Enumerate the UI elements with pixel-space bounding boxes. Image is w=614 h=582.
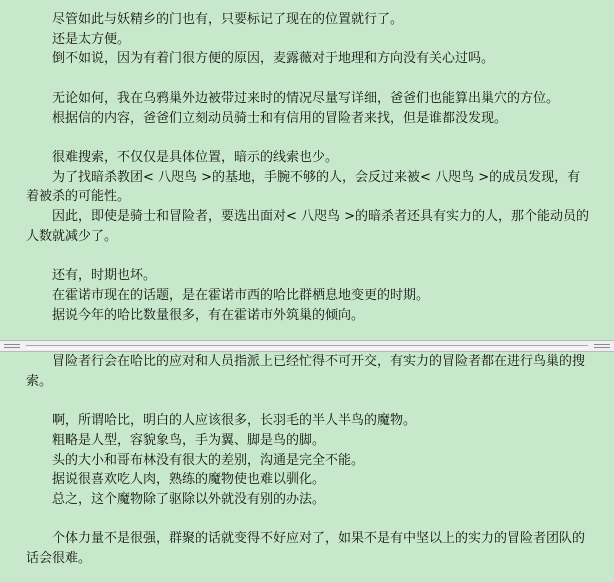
blank-line [26,128,592,148]
paragraph: 个体力量不是很强，群聚的话就变得不好应对了，如果不是有中坚以上的实力的冒险者团队的话会很难。 [26,531,586,566]
splitter-grip-right-icon[interactable] [592,342,612,350]
blank-line [26,510,592,530]
paragraph: 为了找暗杀教团< 八咫鸟 >的基地，手腕不够的人，会反过来被< 八咫鸟 >的成员发现，有着被杀的可能性。 [26,169,581,205]
paragraph: 无论如何，我在乌鸦巢外边被带过来时的情况尽量写详细，爸爸们也能算出巢穴的方位。 [52,90,560,106]
paragraph: 在霍诺市现在的话题，是在霍诺市西的哈比群栖息地变更的时期。 [52,287,430,303]
blank-line [26,246,592,266]
paragraph: 还有，时期也坏。 [52,268,157,284]
paragraph: 据说今年的哈比数量很多，有在霍诺市外筑巢的倾向。 [52,307,365,323]
blank-line [26,391,592,411]
paragraph: 根据信的内容，爸爸们立刻动员骑士和有信用的冒险者来找，但是谁都没发现。 [52,110,508,126]
paragraph: 总之，这个魔物除了驱除以外就没有别的办法。 [52,491,326,507]
paragraph: 还是太方便。 [52,31,131,47]
splitter-grip-left-icon[interactable] [2,342,22,350]
splitter-line [26,345,588,349]
blank-line [26,69,592,89]
document-pane-bottom[interactable] [0,352,614,582]
text-block-bottom [26,352,592,569]
paragraph: 据说很喜欢吃人肉，熟练的魔物使也难以驯化。 [52,472,326,488]
paragraph: 冒险者行会在哈比的应对和人员指派上已经忙得不可开交，有实力的冒险者都在进行鸟巢的搜索。 [26,354,586,389]
paragraph: 倒不如说，因为有着门很方便的原因，麦露薇对于地理和方向没有关心过吗。 [52,51,495,67]
paragraph: 尽管如此与妖精乡的门也有，只要标记了现在的位置就行了。 [52,12,404,27]
paragraph: 很难搜索，不仅仅是具体位置，暗示的线索也少。 [52,149,339,165]
paragraph: 粗略是人型，容貌象鸟，手为翼、脚是鸟的脚。 [52,432,326,448]
paragraph: 因此，即使是骑士和冒险者，要选出面对< 八咫鸟 >的暗杀者还具有实力的人，那个能动员的人数就减少了。 [26,209,590,244]
text-block-top [26,10,592,325]
paragraph: 啊，所谓哈比，明白的人应该很多，长羽毛的半人半鸟的魔物。 [52,413,417,429]
pane-splitter[interactable] [0,340,614,352]
paragraph: 头的大小和哥布林没有很大的差别，沟通是完全不能。 [52,452,365,468]
